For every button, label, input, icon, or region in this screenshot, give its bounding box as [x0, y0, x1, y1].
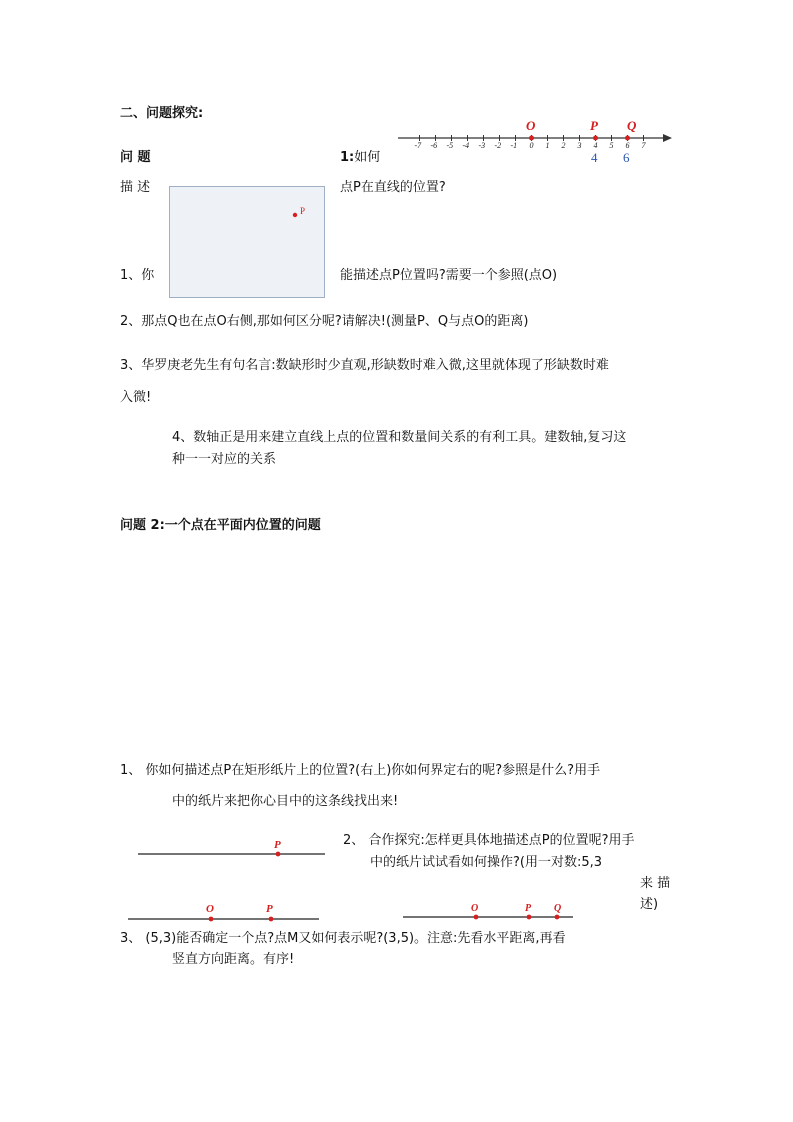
numberline-tick-label: 7	[641, 141, 646, 150]
q2-title: 问题 2:一个点在平面内位置的问题	[120, 518, 321, 533]
line3-label-P: P	[525, 903, 532, 914]
numberline-tick-label: 2	[561, 141, 566, 150]
line3-label-Q: Q	[554, 903, 562, 914]
numberline-tick-label: -3	[478, 141, 486, 150]
item-3-line1: 3、华罗庚老先生有句名言:数缺形时少直观,形缺数时难入微,这里就体现了形缺数时难	[120, 358, 609, 373]
section-title: 二、问题探究:	[120, 106, 204, 121]
item-2: 2、那点Q也在点O右侧,那如何区分呢?请解决!(测量P、Q与点O的距离)	[120, 314, 529, 329]
numberline-value-P: 4	[591, 150, 598, 165]
numberline-tick-label: 4	[593, 141, 598, 150]
p2-item2-line3: 来 描	[640, 876, 671, 891]
p2-item1-line2: 中的纸片来把你心目中的这条线找出来!	[172, 794, 399, 809]
item-4-line1: 4、数轴正是用来建立直线上点的位置和数量间关系的有利工具。建数轴,复习这	[172, 430, 627, 445]
item-4-line2: 种一一对应的关系	[172, 452, 277, 467]
numberline-tick-label: 1	[545, 141, 550, 150]
numberline-tick-label: -4	[462, 141, 470, 150]
q1-line-a	[340, 150, 380, 166]
line2-label-O: O	[206, 903, 214, 915]
numberline-point-P	[593, 136, 598, 141]
q1-number: 1:	[340, 150, 355, 165]
numberline-tick-label: 3	[577, 141, 582, 150]
numberline-label-O: O	[526, 118, 536, 133]
item-3-line2: 入微!	[120, 390, 152, 405]
numberline-tick-label: -1	[510, 141, 518, 150]
number-line	[395, 118, 680, 168]
p2-item1-line1: 1、 你如何描述点P在矩形纸片上的位置?(右上)你如何界定右的呢?参照是什么?用手	[120, 763, 601, 778]
numberline-tick-label: -6	[430, 141, 438, 150]
numberline-tick-label: -7	[414, 141, 422, 150]
p2-item3-line2: 竖直方向距离。有序!	[172, 952, 295, 967]
line-diagram-1	[138, 836, 328, 860]
q1-text-b: 点P在直线的位置?	[340, 180, 446, 195]
p2-item2-line4: 述)	[640, 897, 659, 912]
numberline-point-Q	[625, 136, 630, 141]
q1-text-a: 如何	[354, 150, 381, 165]
line-diagram-2	[128, 901, 323, 925]
q1-label-a: 问 题	[120, 150, 151, 165]
numberline-tick-label: 0	[529, 141, 534, 150]
line2-label-P: P	[266, 903, 273, 915]
line3-label-O: O	[471, 903, 479, 914]
line-diagram-3	[403, 901, 578, 925]
p2-item2-line1: 2、 合作探究:怎样更具体地描述点P的位置呢?用手	[343, 833, 635, 848]
numberline-point-O	[529, 136, 534, 141]
q1-item1-text: 能描述点P位置吗?需要一个参照(点O)	[340, 268, 558, 283]
numberline-value-Q: 6	[623, 150, 630, 165]
q1-label-b: 描 述	[120, 180, 151, 195]
p2-item2-line2: 中的纸片试试看如何操作?(用一对数:5,3	[370, 855, 603, 870]
numberline-label-Q: Q	[627, 118, 637, 133]
rectangle-point	[290, 205, 310, 221]
rectangle-paper	[169, 186, 325, 298]
line1-label-P: P	[274, 839, 281, 851]
numberline-tick-label: 5	[609, 141, 614, 150]
numberline-tick-label: -5	[446, 141, 454, 150]
p2-item3-line1: 3、 (5,3)能否确定一个点?点M又如何表示呢?(3,5)。注意:先看水平距离,再看	[120, 931, 566, 946]
numberline-tick-label: -2	[494, 141, 502, 150]
q1-item1-prefix: 1、你	[120, 268, 155, 283]
numberline-label-P: P	[590, 118, 598, 133]
rectangle-point-label: P	[300, 206, 306, 216]
numberline-tick-label: 6	[625, 141, 630, 150]
